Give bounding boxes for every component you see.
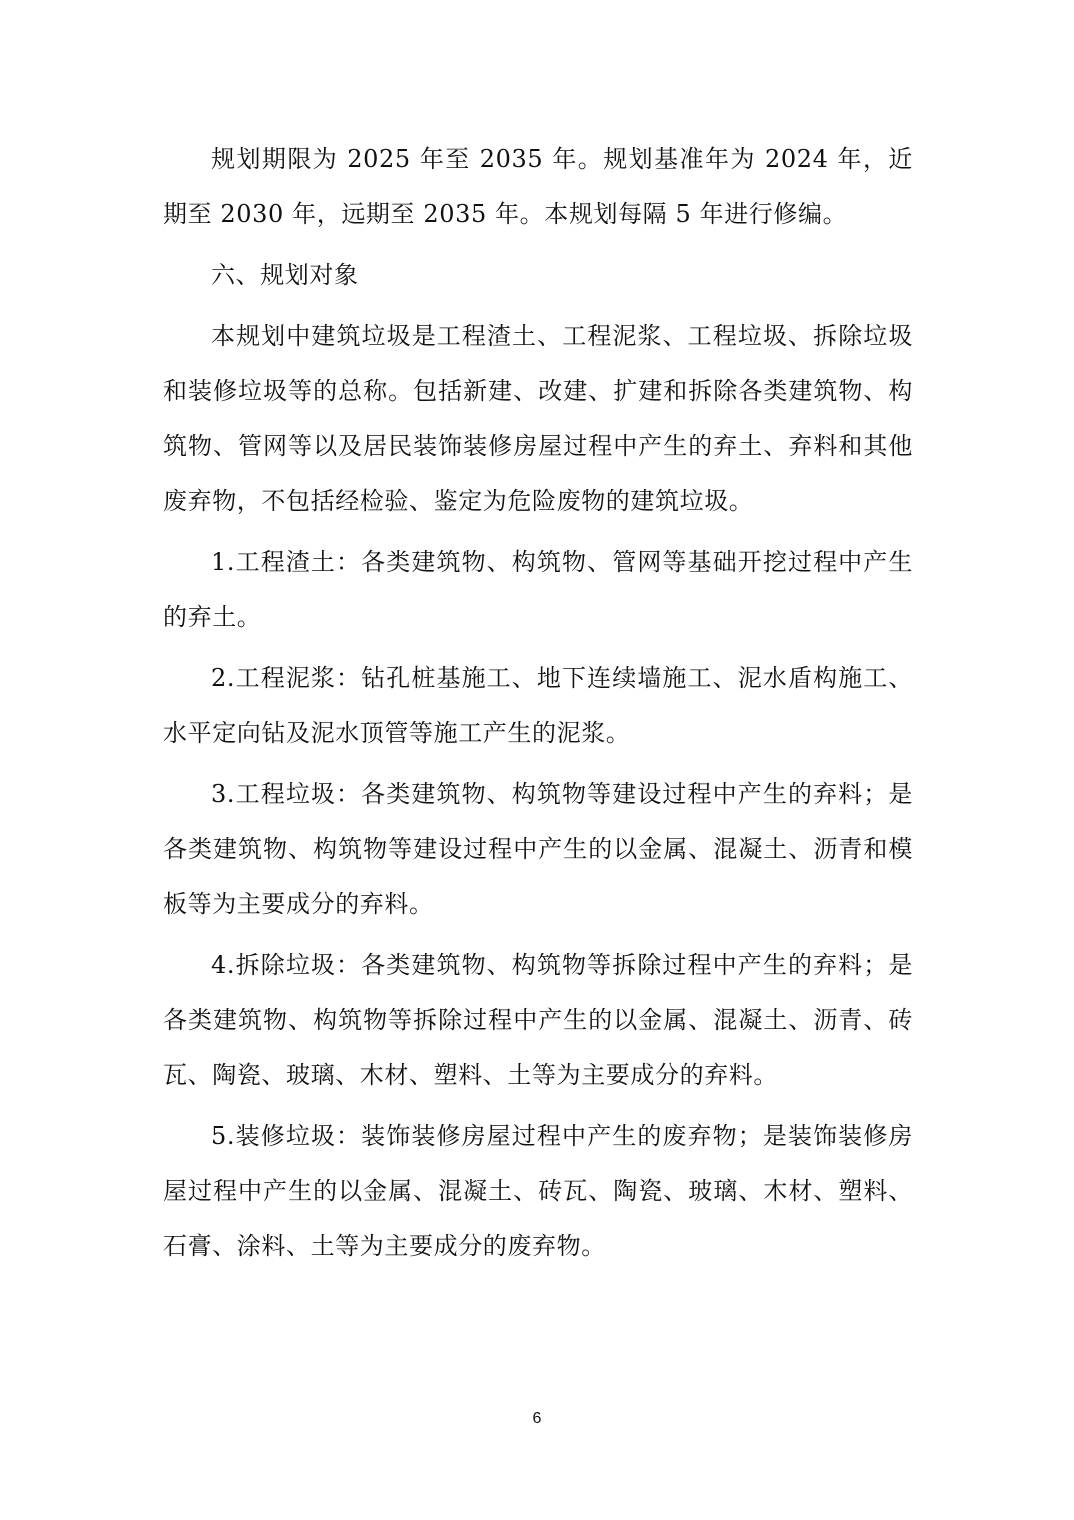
- page-number: 6: [532, 1410, 542, 1427]
- list-item-engineering-muck: 1.工程渣土：各类建筑物、构筑物、管网等基础开挖过程中产生的弃土。: [163, 548, 913, 631]
- body-text: [163, 132, 913, 1280]
- list-item-engineering-mud: 2.工程泥浆：钻孔桩基施工、地下连续墙施工、泥水盾构施工、水平定向钻及泥水顶管等施工产生的泥浆。: [163, 664, 913, 747]
- list-item-decoration-waste: 5.装修垃圾：装饰装修房屋过程中产生的废弃物；是装饰装修房屋过程中产生的以金属、混凝土、砖瓦、陶瓷、玻璃、木材、塑料、石膏、涂料、土等为主要成分的废弃物。: [163, 1122, 913, 1260]
- paragraph-construction-waste-definition: 本规划中建筑垃圾是工程渣土、工程泥浆、工程垃圾、拆除垃圾和装修垃圾等的总称。包括新建、改建、扩建和拆除各类建筑物、构筑物、管网等以及居民装饰装修房屋过程中产生的弃土、弃料和其他废弃物，不包括经检验、鉴定为危险废物的建筑垃圾。: [163, 322, 913, 515]
- paragraph-planning-period: 规划期限为 2025 年至 2035 年。规划基准年为 2024 年，近期至 2030 年，远期至 2035 年。本规划每隔 5 年进行修编。: [163, 145, 913, 228]
- list-item-engineering-waste: 3.工程垃圾：各类建筑物、构筑物等建设过程中产生的弃料；是各类建筑物、构筑物等建设过程中产生的以金属、混凝土、沥青和模板等为主要成分的弃料。: [163, 780, 913, 918]
- section-heading-planning-object: 六、规划对象: [211, 261, 359, 289]
- list-item-demolition-waste: 4.拆除垃圾：各类建筑物、构筑物等拆除过程中产生的弃料；是各类建筑物、构筑物等拆除过程中产生的以金属、混凝土、沥青、砖瓦、陶瓷、玻璃、木材、塑料、土等为主要成分的弃料。: [163, 951, 913, 1089]
